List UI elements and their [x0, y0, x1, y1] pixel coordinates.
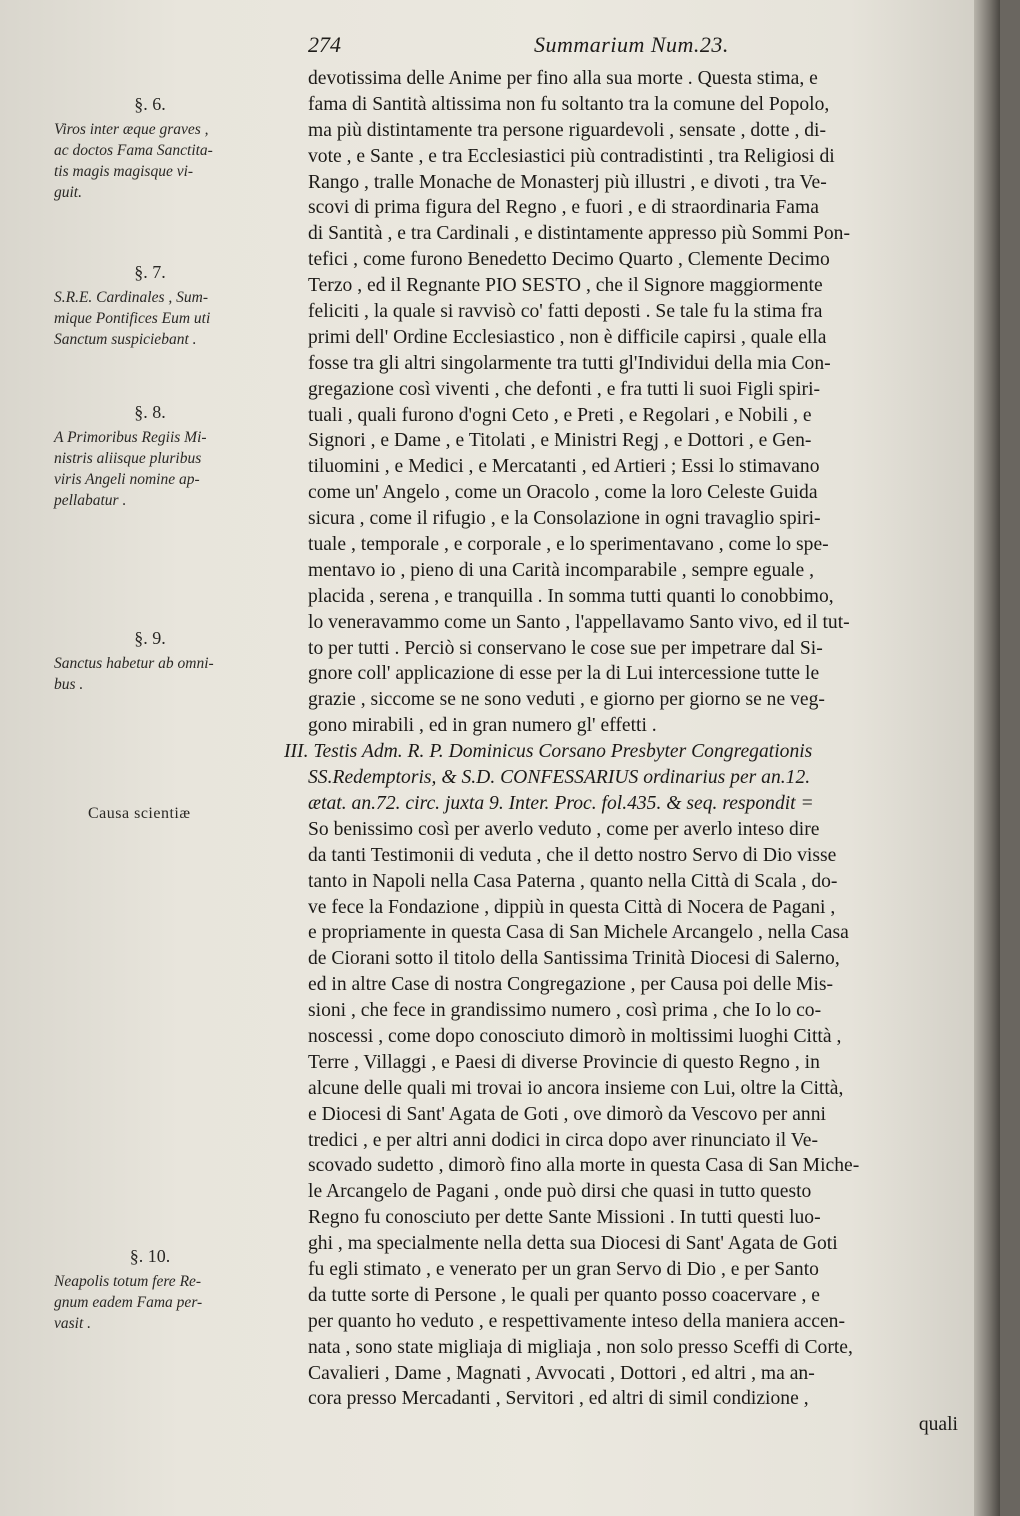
note-line: nistris aliisque pluribus	[54, 450, 202, 467]
testimony-line: de Ciorani sotto il titolo della Santissima Trinità Diocesi di Salerno,	[308, 948, 840, 970]
text-line: Terzo , ed il Regnante PIO SESTO , che il Signore maggiormente	[308, 275, 823, 297]
note-line: S.R.E. Cardinales , Sum-	[54, 289, 208, 306]
running-head: Summarium Num.23.	[534, 32, 729, 57]
note-line: tis magis magisque vi-	[54, 163, 194, 180]
note-line: pellabatur .	[54, 492, 127, 509]
text-line: tiluomini , e Medici , e Mercatanti , ed Artieri ; Essi lo stimavano	[308, 456, 820, 478]
testis-line: III. Testis Adm. R. P. Dominicus Corsano Presbyter Congregationis	[284, 741, 813, 763]
text-line: sicura , come il rifugio , e la Consolazione in ogni travaglio spiri-	[308, 508, 821, 530]
text-line: gono mirabili , ed in gran numero gl' effetti .	[308, 715, 657, 737]
note-line: bus .	[54, 676, 84, 693]
testis-line: ætat. an.72. circ. juxta 9. Inter. Proc. fol.435. & seq. respondit =	[308, 792, 814, 814]
main-text	[284, 66, 968, 1438]
testimony-line: cora presso Mercadanti , Servitori , ed altri di simil condizione ,	[308, 1388, 809, 1410]
page-number: 274	[308, 32, 341, 57]
testimony-line: per quanto ho veduto , e respettivamente inteso della maniera accen-	[308, 1310, 845, 1332]
testis-line: SS.Redemptoris, & S.D. CONFESSARIUS ordinarius per an.12.	[308, 767, 811, 789]
text-line: tefici , come furono Benedetto Decimo Quarto , Clemente Decimo	[308, 249, 830, 271]
note-line: Sanctum suspiciebant .	[54, 331, 197, 348]
text-line: di Santità , e tra Cardinali , e distintamente appresso più Sommi Pon-	[308, 223, 851, 245]
testimony-line: da tutte sorte di Persone , le quali per quanto posso coacervare , e	[308, 1284, 820, 1306]
note-line: Viros inter æque graves ,	[54, 121, 209, 138]
testimony-line: ed in altre Case di nostra Congregazione , per Causa poi delle Mis-	[308, 974, 834, 996]
text-line: fama di Santità altissima non fu soltanto tra la comune del Popolo,	[308, 93, 830, 115]
page-edge-shadow	[974, 0, 1000, 1516]
note-line: Neapolis totum fere Re-	[54, 1273, 202, 1290]
text-line: ma più distintamente tra persone riguardevoli , sensate , dotte , di-	[308, 119, 827, 141]
text-line: come un' Angelo , come un Oracolo , come la loro Celeste Guida	[308, 482, 818, 504]
text-line: tuale , temporale , e corporale , e lo sperimentavano , come lo spe-	[308, 534, 829, 556]
margin-note-10	[54, 1246, 286, 1334]
text-line: grazie , siccome se ne sono veduti , e giorno per giorno se ne veg-	[308, 689, 825, 711]
section-mark: §. 7.	[134, 262, 166, 282]
text-line: fosse tra gli altri singolarmente tra tutti gl'Individui della mia Con-	[308, 352, 831, 374]
testimony-line: noscessi , come dopo conosciuto dimorò in moltissimi luoghi Città ,	[308, 1025, 842, 1047]
note-line: Sanctus habetur ab omni-	[54, 655, 214, 672]
testimony-line: fu egli stimato , e venerato per un gran Servo di Dio , e per Santo	[308, 1258, 819, 1280]
text-line: Signori , e Dame , e Titolati , e Ministri Regj , e Dottori , e Gen-	[308, 430, 812, 452]
note-line: guit.	[54, 184, 82, 201]
testimony-line: Terre , Villaggi , e Paesi di diverse Provincie di questo Regno , in	[308, 1051, 820, 1073]
text-line: Rango , tralle Monache de Monasterj più illustri , e divoti , tra Ve-	[308, 171, 827, 193]
note-line: viris Angeli nomine ap-	[54, 471, 200, 488]
text-line: placida , serena , e tranquilla . In somma tutti quanti lo conobbimo,	[308, 585, 834, 607]
margin-note-8	[54, 402, 286, 511]
text-line: mentavo io , pieno di una Carità incomparabile , sempre eguale ,	[308, 559, 815, 581]
note-line: A Primoribus Regiis Mi-	[54, 429, 207, 446]
text-line: scovi di prima figura del Regno , e fuori , e di straordinaria Fama	[308, 197, 819, 219]
testimony-line: scovado sudetto , dimorò fino alla morte in questa Casa di San Miche-	[308, 1155, 860, 1177]
text-line: tuali , quali furono d'ogni Ceto , e Preti , e Regolari , e Nobili , e	[308, 404, 812, 426]
testimony-line: alcune delle quali mi trovai io ancora insieme con Lui, oltre la Città,	[308, 1077, 844, 1099]
margin-note-9	[54, 628, 286, 695]
testimony-line: So benissimo così per averlo veduto , come per averlo inteso dire	[308, 818, 820, 840]
text-line: primi dell' Ordine Ecclesiastico , non è difficile capirsi , quale ella	[308, 326, 827, 348]
section-mark: §. 8.	[134, 402, 166, 422]
text-line: lo veneravammo come un Santo , l'appellavamo Santo vivo, ed il tut-	[308, 611, 850, 633]
section-mark: §. 6.	[134, 94, 166, 114]
testimony-line: tredici , e per altri anni dodici in circa dopo aver rinunciato il Ve-	[308, 1129, 818, 1151]
testimony-line: quali	[918, 1414, 958, 1436]
text-line: gnore coll' applicazione di esse per la di Lui intercessione tutte le	[308, 663, 820, 685]
note-line: ac doctos Fama Sanctita-	[54, 142, 213, 159]
testimony-line: da tanti Testimonii di veduta , che il detto nostro Servo di Dio visse	[308, 844, 837, 866]
testimony-line: e Diocesi di Sant' Agata de Goti , ove dimorò da Vescovo per anni	[308, 1103, 826, 1125]
margin-note-7	[54, 262, 286, 350]
margin-note-6	[54, 94, 286, 203]
testimony-line: ghi , ma specialmente nella detta sua Diocesi di Sant' Agata de Goti	[308, 1233, 838, 1255]
testimony-line: Cavalieri , Dame , Magnati , Avvocati , Dottori , ed altri , ma an-	[308, 1362, 815, 1384]
testimony-line: Regno fu conosciuto per dette Sante Missioni . In tutti questi luo-	[308, 1207, 821, 1229]
text-line: devotissima delle Anime per fino alla sua morte . Questa stima, e	[308, 68, 818, 89]
text-line: to per tutti . Perciò si conservano le cose sue per impetrare dal Si-	[308, 637, 823, 659]
testimony-line: tanto in Napoli nella Casa Paterna , quanto nella Città di Scala , do-	[308, 870, 838, 892]
testimony-line: ve fece la Fondazione , dippiù in questa Città di Nocera de Pagani ,	[308, 896, 836, 918]
causa-label: Causa scientiæ	[88, 805, 191, 822]
testimony-line: le Arcangelo de Pagani , onde può dirsi che quasi in tutto questo	[308, 1181, 812, 1203]
testimony-line: e propriamente in questa Casa di San Michele Arcangelo , nella Casa	[308, 922, 849, 944]
section-mark: §. 10.	[129, 1246, 171, 1266]
margin-notes	[0, 0, 290, 1516]
note-line: vasit .	[54, 1315, 92, 1332]
testimony-line: nata , sono state migliaja di migliaja , non solo presso Sceffi di Corte,	[308, 1336, 853, 1358]
section-mark: §. 9.	[134, 628, 166, 648]
testimony-line: sioni , che fece in grandissimo numero , così prima , che Io lo co-	[308, 1000, 822, 1022]
page-header	[304, 32, 964, 62]
text-line: feliciti , la quale si ravvisò co' fatti deposti . Se tale fu la stima fra	[308, 301, 823, 323]
text-line: vote , e Sante , e tra Ecclesiastici più contradistinti , tra Religiosi di	[308, 145, 835, 167]
text-line: gregazione così viventi , che defonti , e fra tutti li suoi Figli spiri-	[308, 378, 821, 400]
note-line: gnum eadem Fama per-	[54, 1294, 203, 1311]
note-line: mique Pontifices Eum uti	[54, 310, 211, 327]
